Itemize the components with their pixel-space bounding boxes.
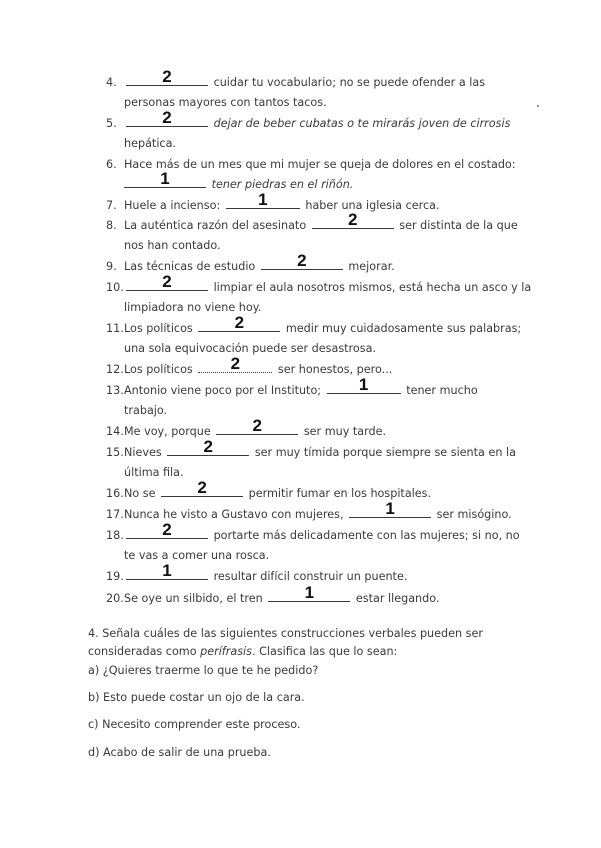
exercise-item: 18. 2 portarte más delicadamente con las mujeres; si no, no te vas a comer una rosca. xyxy=(106,526,521,566)
answer-blank[interactable] xyxy=(198,313,280,332)
handwritten-answer: 2 xyxy=(162,108,172,127)
exercise-item: 5. 2 dejar de beber cubatas o te mirarás joven de cirrosis hepática. xyxy=(106,114,521,154)
option-b: b) Esto puede costar un ojo de la cara. xyxy=(88,691,305,704)
item-text-after: ser muy tímida porque siempre se sienta en la xyxy=(254,446,516,459)
item-text-after: dejar de beber cubatas o te mirarás joven de cirrosis xyxy=(213,117,511,130)
item-text-after: portarte más delicadamente con las mujeres; si no, no xyxy=(213,529,520,542)
item-text-after: haber una iglesia cerca. xyxy=(305,199,440,212)
exercise-item: 7. Huele a incienso: 1 haber una iglesia cerca. xyxy=(106,190,440,212)
answer-blank[interactable] xyxy=(126,67,208,86)
item-text-after: ser honestos, pero... xyxy=(277,363,393,376)
answer-blank[interactable] xyxy=(161,478,243,497)
item-text-before: Me voy, porque xyxy=(124,425,211,438)
exercise-item: 13.Antonio viene poco por el Instituto; 1 tener mucho trabajo. xyxy=(106,381,521,421)
item-text-after: tener piedras en el riñón. xyxy=(211,178,354,191)
item-text-before: Hace más de un mes que mi mujer se queja de dolores en el costado: xyxy=(124,158,516,171)
exercise-item: 20.Se oye un silbido, el tren 1 estar llegando. xyxy=(106,583,440,605)
handwritten-answer: 2 xyxy=(162,520,172,539)
handwritten-answer: 2 xyxy=(234,313,245,332)
item-text-before: La auténtica razón del asesinato xyxy=(124,219,307,232)
option-d: d) Acabo de salir de una prueba. xyxy=(88,746,271,759)
handwritten-answer: 2 xyxy=(197,478,207,497)
exercise-item: 12.Los políticos 2 ser honestos, pero... xyxy=(106,354,393,376)
exercise-item: 17.Nunca he visto a Gustavo con mujeres, 1 ser misógino. xyxy=(106,499,512,521)
exercise-item: 10. 2 limpiar el aula nosotros mismos, está hecha un asco y la limpiadora no viene hoy. xyxy=(106,278,521,318)
exercise-item: 8. La auténtica razón del asesinato 2 ser distinta de la que nos han contado. xyxy=(106,216,521,256)
handwritten-answer: 2 xyxy=(203,437,213,456)
handwritten-answer: 1 xyxy=(358,375,369,394)
item-text-before: No se xyxy=(124,487,156,500)
handwritten-answer: 1 xyxy=(258,190,268,209)
option-c: c) Necesito comprender este proceso. xyxy=(88,718,301,731)
item-text-before: Huele a incienso: xyxy=(124,199,221,212)
item-text-before: Los políticos xyxy=(124,322,193,335)
item-text-after: permitir fumar en los hospitales. xyxy=(248,487,432,500)
answer-blank[interactable] xyxy=(167,437,249,456)
item-text-before: Se oye un silbido, el tren xyxy=(124,592,263,605)
item-text-after: estar llegando. xyxy=(355,592,440,605)
item-text-before: Las técnicas de estudio xyxy=(124,260,256,273)
item-continuation: te vas a comer una rosca. xyxy=(124,549,270,562)
item-text-before: Antonio viene poco por el Instituto; xyxy=(124,384,322,397)
answer-blank[interactable] xyxy=(312,210,394,229)
answer-blank[interactable] xyxy=(226,190,300,209)
item-text-after: ser muy tarde. xyxy=(303,425,387,438)
handwritten-answer: 1 xyxy=(385,499,395,518)
exercise-item: 6. Hace más de un mes que mi mujer se queja de dolores en el costado: 1 tener piedras en el riñón. xyxy=(106,158,516,191)
item-text-before: Nunca he visto a Gustavo con mujeres, xyxy=(124,508,344,521)
question-4 xyxy=(88,625,518,661)
handwritten-answer: 1 xyxy=(162,561,172,580)
option-a: a) ¿Quieres traerme lo que te he pedido? xyxy=(88,664,319,677)
answer-blank[interactable] xyxy=(126,561,208,580)
handwritten-answer: 2 xyxy=(252,416,263,435)
item-continuation: limpiadora no viene hoy. xyxy=(124,301,262,314)
scan-speck xyxy=(537,105,539,107)
question-4-line1: 4. Señala cuáles de las siguientes construcciones verbales pueden ser xyxy=(88,627,483,640)
question-4-line2: consideradas como perífrasis. Clasifica las que lo sean: xyxy=(88,645,398,658)
exercise-item: 4. 2 cuidar tu vocabulario; no se puede ofender a las personas mayores con tantos tacos. xyxy=(106,73,521,113)
exercise-item: 14.Me voy, porque 2 ser muy tarde. xyxy=(106,416,387,438)
answer-blank[interactable] xyxy=(126,108,208,127)
handwritten-answer: 2 xyxy=(162,67,172,86)
item-text-before: Nieves xyxy=(124,446,162,459)
item-text-after: medir muy cuidadosamente sus palabras; xyxy=(285,322,522,335)
handwritten-answer: 2 xyxy=(162,272,172,291)
item-text-after: ser misógino. xyxy=(436,508,512,521)
handwritten-answer: 2 xyxy=(297,251,307,270)
handwritten-answer: 2 xyxy=(348,210,358,229)
exercise-item: 15.Nieves 2 ser muy tímida porque siempre se sienta en la última fila. xyxy=(106,443,521,483)
answer-blank[interactable] xyxy=(126,272,208,291)
handwritten-answer: 1 xyxy=(304,583,315,602)
item-continuation: hepática. xyxy=(124,137,176,150)
item-text-after: cuidar tu vocabulario; no se puede ofender a las xyxy=(213,76,486,89)
answer-blank[interactable] xyxy=(268,583,350,602)
answer-blank[interactable] xyxy=(124,169,206,188)
item-continuation: última fila. xyxy=(124,466,184,479)
item-text-after: mejorar. xyxy=(348,260,395,273)
exercise-item: 19. 1 resultar difícil construir un puente. xyxy=(106,561,408,583)
answer-blank[interactable] xyxy=(327,375,401,394)
item-continuation: una sola equivocación puede ser desastrosa. xyxy=(124,342,376,355)
handwritten-answer: 1 xyxy=(160,169,170,188)
item-continuation: personas mayores con tantos tacos. xyxy=(124,96,327,109)
answer-blank[interactable] xyxy=(349,499,431,518)
item-text-after: tener mucho xyxy=(406,384,478,397)
exercise-item: 11.Los políticos 2 medir muy cuidadosamente sus palabras; una sola equivocación puede ser desastrosa. xyxy=(106,319,521,359)
item-continuation: nos han contado. xyxy=(124,239,221,252)
answer-blank[interactable] xyxy=(261,251,343,270)
item-text-after: ser distinta de la que xyxy=(399,219,518,232)
exercise-item: 9. Las técnicas de estudio 2 mejorar. xyxy=(106,251,395,273)
item-text-after: resultar difícil construir un puente. xyxy=(213,570,408,583)
handwritten-answer: 2 xyxy=(230,354,241,373)
item-text-before: Los políticos xyxy=(124,363,193,376)
item-continuation: trabajo. xyxy=(124,404,168,417)
answer-blank[interactable] xyxy=(198,354,272,373)
exercise-item: 16.No se 2 permitir fumar en los hospitales. xyxy=(106,478,432,500)
item-text-after: limpiar el aula nosotros mismos, está hecha un asco y la xyxy=(213,281,532,294)
answer-blank[interactable] xyxy=(126,520,208,539)
answer-blank[interactable] xyxy=(216,416,298,435)
